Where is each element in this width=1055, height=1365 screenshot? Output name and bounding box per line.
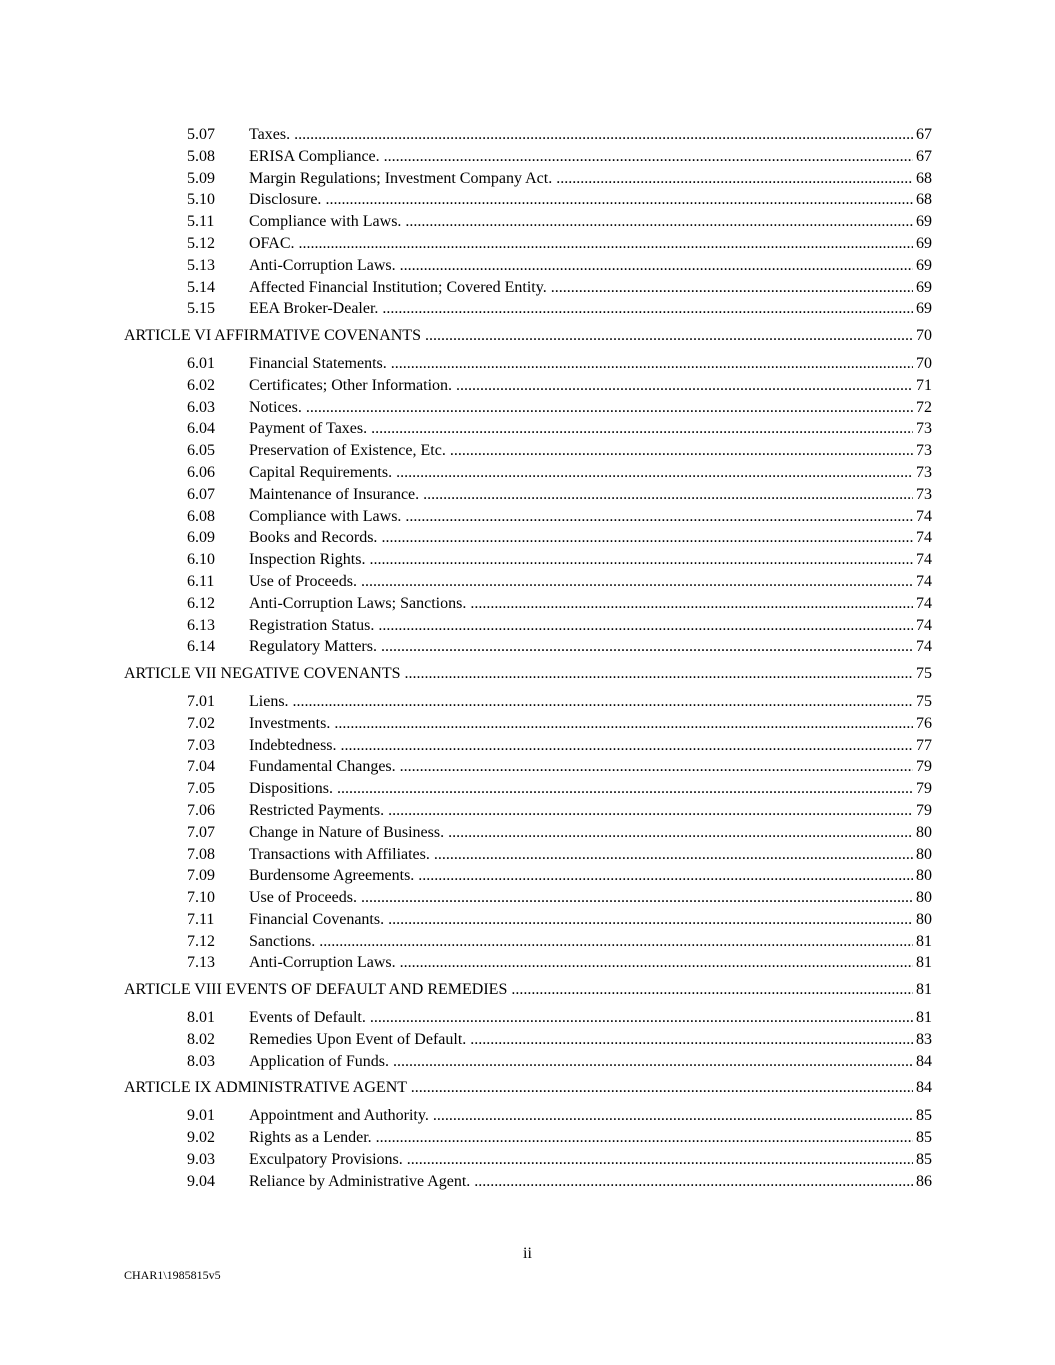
toc-leader bbox=[249, 756, 932, 778]
toc-leader bbox=[249, 168, 932, 190]
toc-leader bbox=[249, 418, 932, 440]
toc-page-number: 69 bbox=[913, 211, 932, 233]
toc-leader bbox=[249, 189, 932, 211]
toc-section-title: Certificates; Other Information. ..... bbox=[249, 377, 932, 394]
toc-section-number: 7.11 bbox=[187, 910, 215, 928]
toc-page-number: 73 bbox=[913, 462, 932, 484]
toc-section-title: EEA Broker-Dealer. ..... bbox=[249, 300, 932, 317]
toc-leader bbox=[249, 211, 932, 233]
toc-section-number: 6.04 bbox=[187, 420, 215, 438]
toc-section-title: OFAC. ..... bbox=[249, 235, 932, 252]
toc-section-row bbox=[124, 506, 932, 528]
toc-section-row bbox=[124, 713, 932, 735]
toc-page-number: 79 bbox=[913, 800, 932, 822]
toc-section-number: 6.10 bbox=[187, 551, 215, 569]
toc-section-number: 7.04 bbox=[187, 758, 215, 776]
toc-page-number: 69 bbox=[913, 298, 932, 320]
toc-section-row bbox=[124, 909, 932, 931]
toc-leader bbox=[124, 979, 932, 1001]
toc-section-title: Appointment and Authority. ..... bbox=[249, 1107, 932, 1124]
toc-leader bbox=[124, 1077, 932, 1099]
toc-section-row bbox=[124, 593, 932, 615]
toc-page-number: 77 bbox=[913, 735, 932, 757]
toc-section-title: Payment of Taxes. ..... bbox=[249, 420, 932, 437]
toc-section-row bbox=[124, 865, 932, 887]
toc-page-number: 73 bbox=[913, 484, 932, 506]
toc-page-number: 79 bbox=[913, 756, 932, 778]
toc-section-row bbox=[124, 571, 932, 593]
toc-page-number: 81 bbox=[913, 1007, 932, 1029]
toc-leader bbox=[249, 375, 932, 397]
toc-section-title: Transactions with Affiliates. ..... bbox=[249, 846, 932, 863]
toc-section-number: 7.13 bbox=[187, 954, 215, 972]
toc-page-number: 67 bbox=[913, 146, 932, 168]
toc-page-number: 68 bbox=[913, 189, 932, 211]
toc-leader bbox=[249, 713, 932, 735]
toc-section-number: 7.06 bbox=[187, 801, 215, 819]
toc-section-row bbox=[124, 211, 932, 233]
toc-leader bbox=[249, 636, 932, 658]
toc-section-number: 5.08 bbox=[187, 147, 215, 165]
toc-section-number: 6.01 bbox=[187, 354, 215, 372]
toc-section-title: Compliance with Laws. ..... bbox=[249, 213, 932, 230]
toc-section-number: 8.01 bbox=[187, 1009, 215, 1027]
toc-page-number: 79 bbox=[913, 778, 932, 800]
toc-leader bbox=[249, 506, 932, 528]
toc-page-number: 74 bbox=[913, 615, 932, 637]
toc-section-number: 6.07 bbox=[187, 485, 215, 503]
toc-page-number: 74 bbox=[913, 506, 932, 528]
toc-section-row bbox=[124, 440, 932, 462]
toc-section-row bbox=[124, 1105, 932, 1127]
toc-article-title: ARTICLE VII NEGATIVE COVENANTS ..... bbox=[124, 665, 932, 682]
toc-section-number: 6.05 bbox=[187, 442, 215, 460]
toc-section-number: 9.02 bbox=[187, 1129, 215, 1147]
toc-section-title: Registration Status. ..... bbox=[249, 617, 932, 634]
toc-section-row bbox=[124, 778, 932, 800]
toc-section-title: Financial Statements. ..... bbox=[249, 355, 932, 372]
toc-page-number: 84 bbox=[913, 1077, 932, 1099]
toc-page-number: 74 bbox=[913, 593, 932, 615]
toc-leader bbox=[249, 527, 932, 549]
toc-article-title: ARTICLE VIII EVENTS OF DEFAULT AND REMEDIES ..... bbox=[124, 981, 932, 998]
toc-section-number: 9.04 bbox=[187, 1172, 215, 1190]
toc-section-number: 5.09 bbox=[187, 169, 215, 187]
toc-section-number: 9.03 bbox=[187, 1150, 215, 1168]
toc-leader bbox=[249, 778, 932, 800]
toc-page-number: 85 bbox=[913, 1127, 932, 1149]
toc-section-title: Liens. ..... bbox=[249, 693, 932, 710]
toc-section-row bbox=[124, 1029, 932, 1051]
toc-section-number: 6.02 bbox=[187, 376, 215, 394]
toc-page-number: 80 bbox=[913, 844, 932, 866]
toc-page-number: 80 bbox=[913, 865, 932, 887]
toc-section-title: Affected Financial Institution; Covered Entity. ..... bbox=[249, 279, 932, 296]
toc-page-number: 86 bbox=[913, 1171, 932, 1193]
toc-page-number: 74 bbox=[913, 549, 932, 571]
toc-section-number: 6.13 bbox=[187, 616, 215, 634]
toc-page-number: 73 bbox=[913, 418, 932, 440]
toc-leader bbox=[249, 353, 932, 375]
toc-section-number: 5.12 bbox=[187, 234, 215, 252]
toc-section-row bbox=[124, 255, 932, 277]
toc-section-title: Margin Regulations; Investment Company Act. ..... bbox=[249, 170, 932, 187]
toc-section-row bbox=[124, 800, 932, 822]
toc-section-title: Use of Proceeds. ..... bbox=[249, 573, 932, 590]
toc-section-title: Notices. ..... bbox=[249, 399, 932, 416]
toc-leader bbox=[249, 615, 932, 637]
toc-leader bbox=[124, 325, 932, 347]
toc-article-title: ARTICLE VI AFFIRMATIVE COVENANTS ..... bbox=[124, 327, 932, 344]
toc-section-row bbox=[124, 1149, 932, 1171]
toc-page-number: 69 bbox=[913, 233, 932, 255]
toc-leader bbox=[249, 822, 932, 844]
toc-section-number: 8.03 bbox=[187, 1052, 215, 1070]
toc-section-title: Dispositions. ..... bbox=[249, 780, 932, 797]
toc-section-row bbox=[124, 887, 932, 909]
toc-leader bbox=[249, 931, 932, 953]
toc-section-number: 7.10 bbox=[187, 889, 215, 907]
toc-page-number: 69 bbox=[913, 255, 932, 277]
toc-leader bbox=[249, 800, 932, 822]
toc-section-row bbox=[124, 375, 932, 397]
toc-leader bbox=[249, 549, 932, 571]
toc-leader bbox=[249, 1171, 932, 1193]
toc-leader bbox=[249, 298, 932, 320]
toc-page-number: 67 bbox=[913, 124, 932, 146]
toc-section-row bbox=[124, 735, 932, 757]
toc-page-number: 85 bbox=[913, 1105, 932, 1127]
toc-section-title: Taxes. ..... bbox=[249, 126, 932, 143]
toc-section-number: 6.14 bbox=[187, 638, 215, 656]
toc-section-title: Application of Funds. ..... bbox=[249, 1053, 932, 1070]
toc-section-title: Preservation of Existence, Etc. ..... bbox=[249, 442, 932, 459]
toc-section-number: 7.07 bbox=[187, 823, 215, 841]
toc-section-title: Disclosure. ..... bbox=[249, 191, 932, 208]
table-of-contents bbox=[124, 124, 932, 1192]
toc-leader bbox=[249, 887, 932, 909]
toc-page-number: 85 bbox=[913, 1149, 932, 1171]
toc-section-row bbox=[124, 484, 932, 506]
toc-section-row bbox=[124, 844, 932, 866]
toc-section-row bbox=[124, 277, 932, 299]
toc-section-title: Anti-Corruption Laws. ..... bbox=[249, 257, 932, 274]
toc-page-number: 70 bbox=[913, 353, 932, 375]
toc-leader bbox=[249, 909, 932, 931]
toc-page-number: 71 bbox=[913, 375, 932, 397]
toc-section-title: Sanctions. ..... bbox=[249, 933, 932, 950]
toc-section-number: 7.09 bbox=[187, 867, 215, 885]
toc-section-number: 7.03 bbox=[187, 736, 215, 754]
toc-leader bbox=[249, 1149, 932, 1171]
toc-section-title: Books and Records. ..... bbox=[249, 529, 932, 546]
toc-leader bbox=[249, 440, 932, 462]
toc-section-number: 6.12 bbox=[187, 594, 215, 612]
toc-section-row bbox=[124, 353, 932, 375]
toc-page-number: 74 bbox=[913, 571, 932, 593]
toc-section-number: 5.11 bbox=[187, 213, 215, 231]
toc-section-title: ERISA Compliance. ..... bbox=[249, 148, 932, 165]
toc-page-number: 84 bbox=[913, 1051, 932, 1073]
toc-section-row bbox=[124, 756, 932, 778]
toc-section-row bbox=[124, 636, 932, 658]
toc-section-row bbox=[124, 549, 932, 571]
toc-section-title: Restricted Payments. ..... bbox=[249, 802, 932, 819]
toc-section-title: Financial Covenants. ..... bbox=[249, 911, 932, 928]
toc-section-row bbox=[124, 418, 932, 440]
toc-leader bbox=[249, 735, 932, 757]
toc-page-number: 72 bbox=[913, 397, 932, 419]
toc-page-number: 68 bbox=[913, 168, 932, 190]
toc-section-title: Investments. ..... bbox=[249, 715, 932, 732]
toc-section-number: 7.05 bbox=[187, 780, 215, 798]
toc-section-number: 9.01 bbox=[187, 1107, 215, 1125]
toc-article-row bbox=[124, 325, 932, 347]
toc-section-number: 5.07 bbox=[187, 126, 215, 143]
toc-leader bbox=[249, 277, 932, 299]
toc-section-title: Compliance with Laws. ..... bbox=[249, 508, 932, 525]
toc-page-number: 80 bbox=[913, 909, 932, 931]
toc-leader bbox=[249, 1051, 932, 1073]
toc-leader bbox=[249, 462, 932, 484]
toc-page-number: 75 bbox=[913, 663, 932, 685]
toc-section-number: 7.01 bbox=[187, 692, 215, 710]
toc-section-title: Maintenance of Insurance. ..... bbox=[249, 486, 932, 503]
toc-section-row bbox=[124, 952, 932, 974]
toc-section-title: Regulatory Matters. ..... bbox=[249, 638, 932, 655]
toc-leader bbox=[249, 1105, 932, 1127]
toc-section-row bbox=[124, 1051, 932, 1073]
toc-section-row bbox=[124, 397, 932, 419]
toc-section-row bbox=[124, 124, 932, 146]
toc-section-number: 5.14 bbox=[187, 278, 215, 296]
toc-section-row bbox=[124, 462, 932, 484]
toc-leader bbox=[249, 1127, 932, 1149]
toc-leader bbox=[249, 571, 932, 593]
toc-section-row bbox=[124, 1007, 932, 1029]
document-id: CHAR1\1985815v5 bbox=[124, 1268, 221, 1282]
toc-page-number: 80 bbox=[913, 887, 932, 909]
toc-section-row bbox=[124, 189, 932, 211]
toc-section-number: 5.13 bbox=[187, 256, 215, 274]
toc-section-title: Indebtedness. ..... bbox=[249, 737, 932, 754]
toc-page-number: 81 bbox=[913, 952, 932, 974]
toc-section-title: Anti-Corruption Laws; Sanctions. ..... bbox=[249, 595, 932, 612]
toc-page-number: 75 bbox=[913, 691, 932, 713]
toc-leader bbox=[249, 1029, 932, 1051]
toc-section-title: Use of Proceeds. ..... bbox=[249, 889, 932, 906]
toc-section-title: Inspection Rights. ..... bbox=[249, 551, 932, 568]
toc-article-row bbox=[124, 979, 932, 1001]
toc-section-title: Exculpatory Provisions. ..... bbox=[249, 1151, 932, 1168]
toc-section-number: 7.12 bbox=[187, 932, 215, 950]
toc-page-number: 70 bbox=[913, 325, 932, 347]
toc-page-number: 74 bbox=[913, 636, 932, 658]
toc-article-title: ARTICLE IX ADMINISTRATIVE AGENT ..... bbox=[124, 1079, 932, 1096]
toc-section-title: Reliance by Administrative Agent. ..... bbox=[249, 1173, 932, 1190]
toc-leader bbox=[249, 691, 932, 713]
toc-leader bbox=[249, 952, 932, 974]
toc-leader bbox=[249, 124, 932, 146]
toc-page-number: 73 bbox=[913, 440, 932, 462]
toc-leader bbox=[124, 663, 932, 685]
toc-section-title: Change in Nature of Business. ..... bbox=[249, 824, 932, 841]
toc-leader bbox=[249, 484, 932, 506]
toc-page-number: 81 bbox=[913, 979, 932, 1001]
toc-section-title: Burdensome Agreements. ..... bbox=[249, 867, 932, 884]
toc-section-number: 8.02 bbox=[187, 1030, 215, 1048]
toc-page-number: 80 bbox=[913, 822, 932, 844]
toc-section-row bbox=[124, 822, 932, 844]
toc-page-number: 69 bbox=[913, 277, 932, 299]
page-number: ii bbox=[523, 1245, 532, 1262]
toc-article-row bbox=[124, 663, 932, 685]
toc-section-row bbox=[124, 691, 932, 713]
toc-section-title: Anti-Corruption Laws. ..... bbox=[249, 954, 932, 971]
toc-section-row bbox=[124, 298, 932, 320]
toc-section-row bbox=[124, 527, 932, 549]
toc-leader bbox=[249, 593, 932, 615]
toc-section-number: 6.03 bbox=[187, 398, 215, 416]
toc-section-number: 7.08 bbox=[187, 845, 215, 863]
toc-leader bbox=[249, 146, 932, 168]
toc-section-title: Fundamental Changes. ..... bbox=[249, 758, 932, 775]
toc-section-row bbox=[124, 931, 932, 953]
toc-section-title: Capital Requirements. ..... bbox=[249, 464, 932, 481]
toc-section-title: Remedies Upon Event of Default. ..... bbox=[249, 1031, 932, 1048]
toc-section-row bbox=[124, 233, 932, 255]
toc-page-number: 81 bbox=[913, 931, 932, 953]
toc-section-row bbox=[124, 168, 932, 190]
toc-section-row bbox=[124, 146, 932, 168]
toc-section-number: 6.06 bbox=[187, 463, 215, 481]
toc-section-number: 6.08 bbox=[187, 507, 215, 525]
toc-page-number: 74 bbox=[913, 527, 932, 549]
toc-section-row bbox=[124, 1171, 932, 1193]
toc-leader bbox=[249, 844, 932, 866]
toc-leader bbox=[249, 865, 932, 887]
toc-section-number: 7.02 bbox=[187, 714, 215, 732]
toc-section-number: 5.10 bbox=[187, 191, 215, 209]
toc-leader bbox=[249, 233, 932, 255]
toc-section-number: 5.15 bbox=[187, 300, 215, 318]
toc-page-number: 76 bbox=[913, 713, 932, 735]
toc-section-row bbox=[124, 615, 932, 637]
toc-section-number: 6.09 bbox=[187, 529, 215, 547]
toc-section-title: Events of Default. ..... bbox=[249, 1009, 932, 1026]
toc-article-row bbox=[124, 1077, 932, 1099]
toc-page-number: 83 bbox=[913, 1029, 932, 1051]
toc-leader bbox=[249, 255, 932, 277]
toc-section-title: Rights as a Lender. ..... bbox=[249, 1129, 932, 1146]
toc-leader bbox=[249, 397, 932, 419]
toc-leader bbox=[249, 1007, 932, 1029]
toc-section-row bbox=[124, 1127, 932, 1149]
toc-section-number: 6.11 bbox=[187, 572, 215, 590]
